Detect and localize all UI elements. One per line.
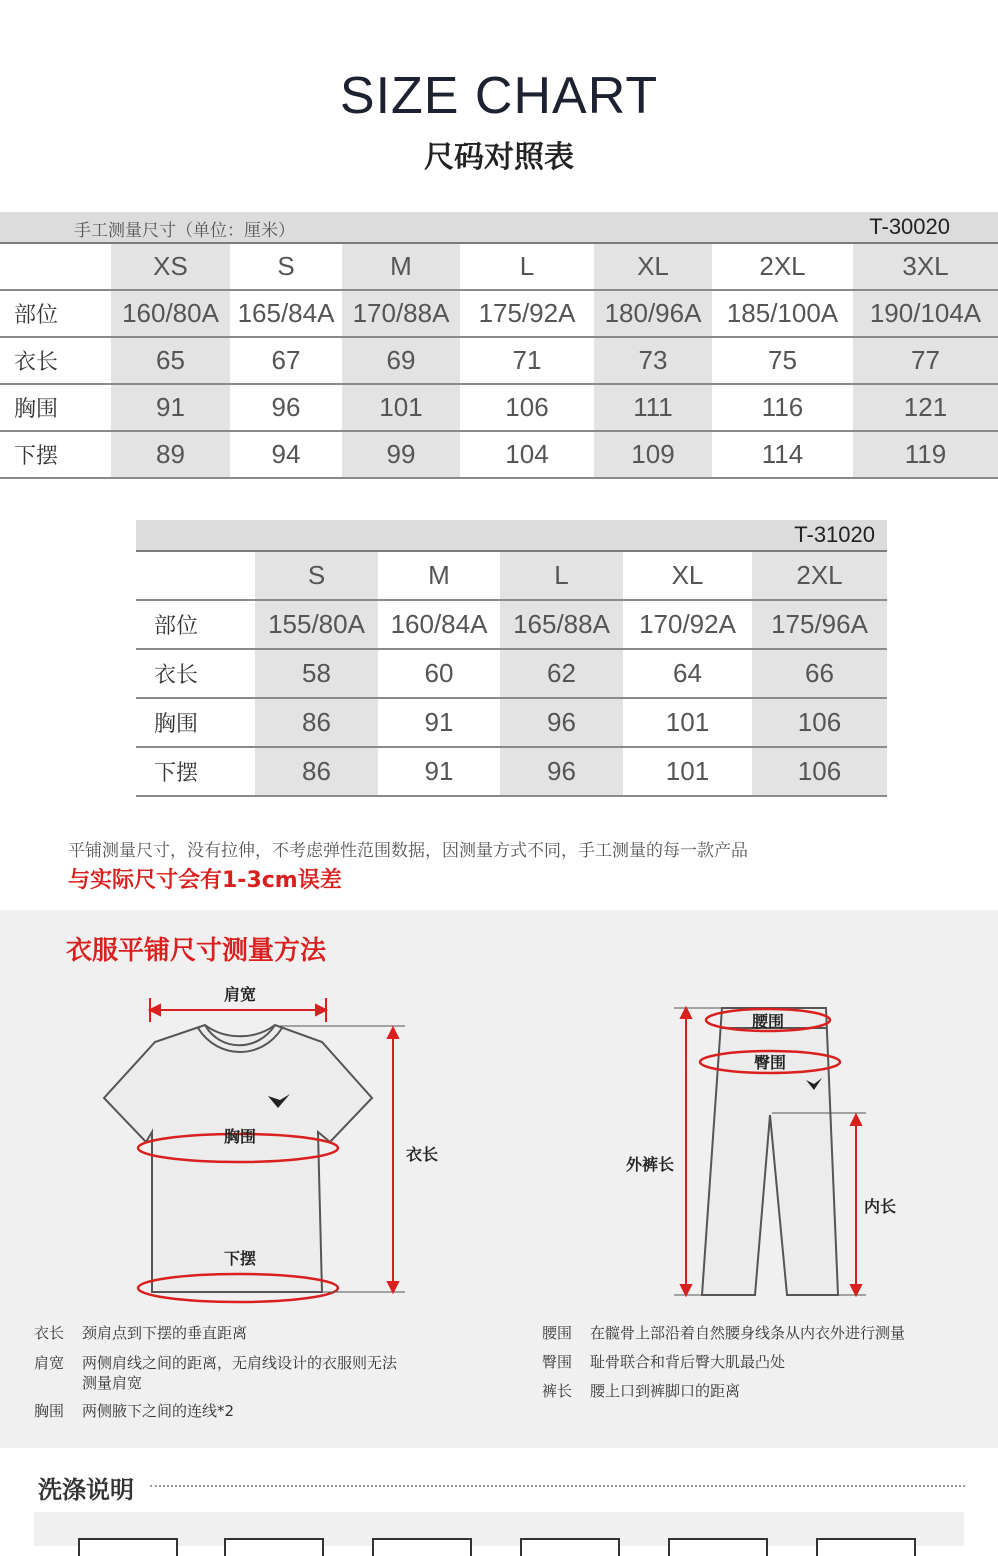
- table-row: [136, 600, 887, 649]
- row-label: 胸围: [136, 698, 255, 747]
- table-cell: 73: [594, 337, 712, 384]
- size-header: L: [500, 552, 623, 600]
- size-header: XL: [594, 244, 712, 290]
- legend-text: 在髋骨上部沿着自然腰身线条从内衣外进行测量: [590, 1324, 906, 1342]
- row-label: 胸围: [0, 384, 111, 431]
- table-cell: 190/104A: [853, 290, 998, 337]
- table-cell: 77: [853, 337, 998, 384]
- table-cell: 66: [752, 649, 887, 698]
- table-cell: 96: [500, 698, 623, 747]
- table-cell: 106: [752, 698, 887, 747]
- size-header: XL: [623, 552, 752, 600]
- product-code: T-30020: [869, 214, 950, 239]
- table-cell: 62: [500, 649, 623, 698]
- legend-text: 测量肩宽: [82, 1374, 143, 1392]
- legend-item: [34, 1401, 397, 1421]
- table-cell: 160/80A: [111, 290, 230, 337]
- size-header-row: [136, 552, 887, 600]
- table-cell: 175/92A: [460, 290, 594, 337]
- table-cell: 106: [460, 384, 594, 431]
- legend-item: [542, 1323, 905, 1352]
- legend-item: [34, 1323, 397, 1353]
- legend-text: 耻骨联合和背后臀大肌最凸处: [590, 1353, 786, 1371]
- table-cell: 116: [712, 384, 853, 431]
- legend-key: 腰围: [542, 1324, 573, 1342]
- table-cell: 96: [230, 384, 342, 431]
- wash-symbol-icon: [816, 1538, 916, 1556]
- table-row: [136, 698, 887, 747]
- legend-text: 颈肩点到下摆的垂直距离: [82, 1324, 248, 1342]
- legend-item: [542, 1381, 905, 1401]
- table-cell: 175/96A: [752, 600, 887, 649]
- wash-symbol-icon: [224, 1538, 324, 1556]
- table-cell: 106: [752, 747, 887, 796]
- wash-symbol-icon: [78, 1538, 178, 1556]
- wash-symbol-icon: [668, 1538, 768, 1556]
- table-cell: 170/92A: [623, 600, 752, 649]
- size-header: M: [378, 552, 500, 600]
- row-label: 衣长: [136, 649, 255, 698]
- table-cell: 160/84A: [378, 600, 500, 649]
- row-label: 衣长: [0, 337, 111, 384]
- row-label: 部位: [136, 600, 255, 649]
- size-header: S: [255, 552, 378, 600]
- legend-item: [34, 1373, 397, 1401]
- legend-key: 臀围: [542, 1353, 573, 1371]
- pants-legend: [542, 1323, 905, 1401]
- table-cell: 180/96A: [594, 290, 712, 337]
- wash-title: 洗涤说明: [38, 1476, 134, 1504]
- wash-symbol-icon: [520, 1538, 620, 1556]
- size-table-2: [136, 552, 887, 797]
- table1-caption-bar: [0, 212, 998, 244]
- error-note: 与实际尺寸会有1-3cm误差: [68, 868, 342, 893]
- blank-cell: [0, 244, 111, 290]
- table-cell: 60: [378, 649, 500, 698]
- table-cell: 91: [378, 747, 500, 796]
- table-cell: 111: [594, 384, 712, 431]
- legend-key: 裤长: [542, 1382, 573, 1400]
- title-chinese: 尺码对照表: [424, 140, 574, 175]
- table-row: [0, 384, 998, 431]
- unit-label: 手工测量尺寸（单位：厘米）: [74, 221, 295, 241]
- size-header: 2XL: [752, 552, 887, 600]
- table-cell: 114: [712, 431, 853, 478]
- size-header: L: [460, 244, 594, 290]
- size-header: M: [342, 244, 460, 290]
- waist-label: 腰围: [751, 1012, 785, 1031]
- table-row: [136, 649, 887, 698]
- table-cell: 101: [623, 747, 752, 796]
- table-cell: 58: [255, 649, 378, 698]
- table-cell: 71: [460, 337, 594, 384]
- table-cell: 67: [230, 337, 342, 384]
- table-cell: 121: [853, 384, 998, 431]
- table-cell: 170/88A: [342, 290, 460, 337]
- legend-text: 两侧腋下之间的连线*2: [82, 1402, 235, 1420]
- size-header: 3XL: [853, 244, 998, 290]
- table-cell: 99: [342, 431, 460, 478]
- table-cell: 104: [460, 431, 594, 478]
- table-cell: 165/84A: [230, 290, 342, 337]
- table-cell: 86: [255, 747, 378, 796]
- legend-key: 肩宽: [34, 1354, 65, 1372]
- table-cell: 101: [342, 384, 460, 431]
- size-table-1: [0, 244, 998, 479]
- legend-text: 两侧肩线之间的距离，无肩线设计的衣服则无法: [82, 1354, 398, 1372]
- row-label: 下摆: [136, 747, 255, 796]
- outer-length-label: 外裤长: [625, 1155, 675, 1174]
- table-cell: 86: [255, 698, 378, 747]
- table-cell: 91: [378, 698, 500, 747]
- legend-item: [542, 1352, 905, 1381]
- dotted-divider: [150, 1485, 965, 1487]
- table-row: [0, 337, 998, 384]
- measurement-diagram: [0, 970, 998, 1320]
- shirt-legend: [34, 1323, 397, 1421]
- size-header: 2XL: [712, 244, 853, 290]
- table-cell: 155/80A: [255, 600, 378, 649]
- chest-label: 胸围: [223, 1127, 257, 1146]
- table-cell: 69: [342, 337, 460, 384]
- table-cell: 65: [111, 337, 230, 384]
- table-cell: 94: [230, 431, 342, 478]
- table-row: [0, 290, 998, 337]
- table2-caption-bar: [136, 520, 887, 552]
- table-cell: 109: [594, 431, 712, 478]
- legend-key: 衣长: [34, 1324, 65, 1342]
- hip-label: 臀围: [753, 1053, 787, 1072]
- row-label: 下摆: [0, 431, 111, 478]
- title-english: SIZE CHART: [339, 67, 659, 125]
- size-header: XS: [111, 244, 230, 290]
- method-title: 衣服平铺尺寸测量方法: [66, 936, 327, 966]
- product-code: T-31020: [794, 522, 875, 547]
- legend-key: 胸围: [34, 1402, 65, 1420]
- row-label: 部位: [0, 290, 111, 337]
- table-cell: 101: [623, 698, 752, 747]
- blank-cell: [136, 552, 255, 600]
- table-row: [0, 431, 998, 478]
- legend-item: [34, 1353, 397, 1373]
- table-cell: 75: [712, 337, 853, 384]
- length-label: 衣长: [405, 1145, 439, 1164]
- table-cell: 165/88A: [500, 600, 623, 649]
- table-cell: 89: [111, 431, 230, 478]
- table-row: [136, 747, 887, 796]
- legend-text: 腰上口到裤脚口的距离: [590, 1382, 741, 1400]
- table-cell: 96: [500, 747, 623, 796]
- wash-symbol-icon: [372, 1538, 472, 1556]
- inner-length-label: 内长: [863, 1197, 897, 1216]
- table-cell: 64: [623, 649, 752, 698]
- measurement-note: 平铺测量尺寸，没有拉伸，不考虑弹性范围数据，因测量方式不同，手工测量的每一款产品: [68, 841, 748, 861]
- table-cell: 91: [111, 384, 230, 431]
- hem-label: 下摆: [223, 1249, 257, 1268]
- table-cell: 185/100A: [712, 290, 853, 337]
- table-cell: 119: [853, 431, 998, 478]
- size-header-row: [0, 244, 998, 290]
- size-header: S: [230, 244, 342, 290]
- shoulder-label: 肩宽: [223, 985, 257, 1004]
